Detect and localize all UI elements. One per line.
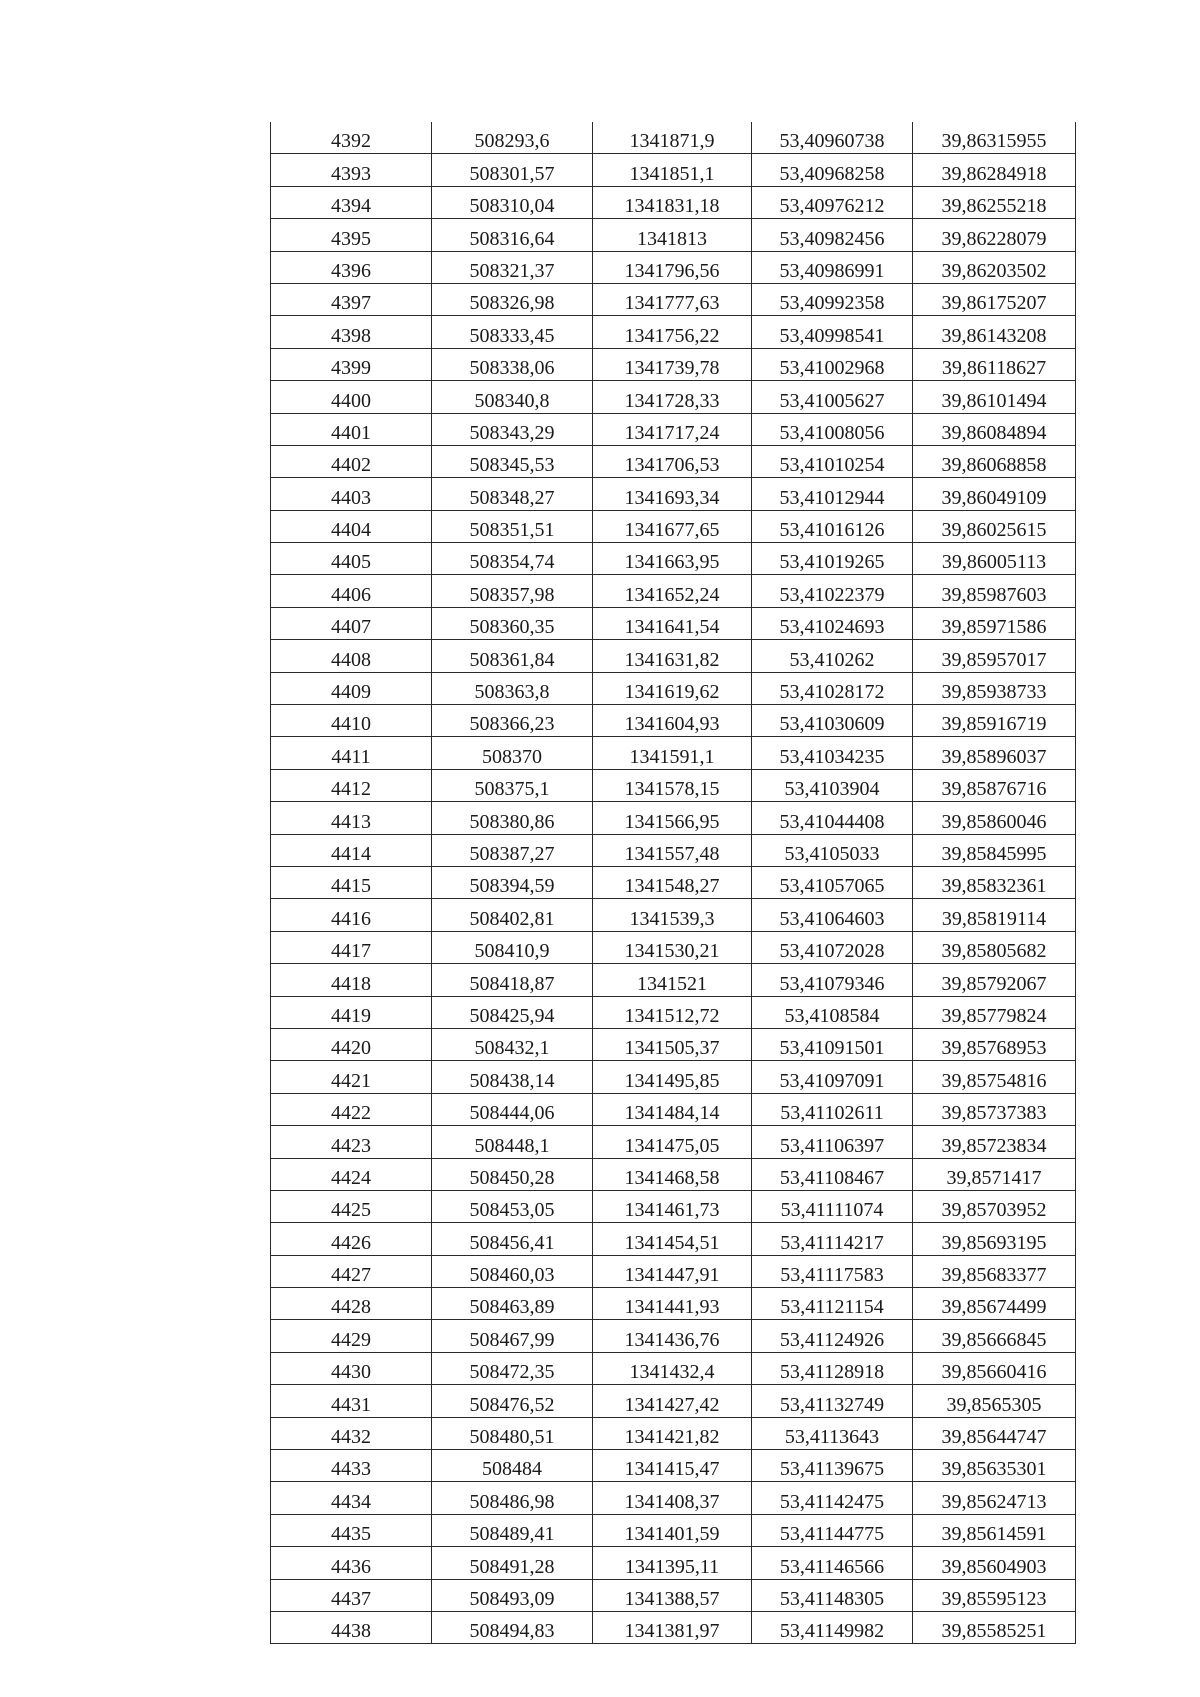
- y-coordinate-cell: 1341521: [593, 964, 752, 996]
- point-number-cell: 4408: [271, 640, 432, 672]
- table-row: [271, 705, 1076, 737]
- table-row: [271, 348, 1076, 380]
- point-number-cell: 4432: [271, 1417, 432, 1449]
- table-row: [271, 445, 1076, 477]
- x-coordinate-cell: 508418,87: [432, 964, 593, 996]
- y-coordinate-cell: 1341663,95: [593, 543, 752, 575]
- point-number-cell: 4398: [271, 316, 432, 348]
- point-number-cell: 4421: [271, 1061, 432, 1093]
- latitude-cell: 53,41148305: [752, 1579, 913, 1611]
- point-number-cell: 4430: [271, 1352, 432, 1384]
- y-coordinate-cell: 1341693,34: [593, 478, 752, 510]
- table-row: [271, 1611, 1076, 1643]
- x-coordinate-cell: 508351,51: [432, 510, 593, 542]
- y-coordinate-cell: 1341447,91: [593, 1255, 752, 1287]
- y-coordinate-cell: 1341641,54: [593, 607, 752, 639]
- table-row: [271, 1223, 1076, 1255]
- y-coordinate-cell: 1341512,72: [593, 996, 752, 1028]
- x-coordinate-cell: 508345,53: [432, 445, 593, 477]
- table-row: [271, 316, 1076, 348]
- y-coordinate-cell: 1341851,1: [593, 154, 752, 186]
- y-coordinate-cell: 1341468,58: [593, 1158, 752, 1190]
- point-number-cell: 4434: [271, 1482, 432, 1514]
- longitude-cell: 39,86315955: [913, 122, 1076, 154]
- point-number-cell: 4393: [271, 154, 432, 186]
- point-number-cell: 4399: [271, 348, 432, 380]
- longitude-cell: 39,85604903: [913, 1547, 1076, 1579]
- y-coordinate-cell: 1341591,1: [593, 737, 752, 769]
- table-row: [271, 219, 1076, 251]
- table-row: [271, 1255, 1076, 1287]
- table-row: [271, 1514, 1076, 1546]
- point-number-cell: 4438: [271, 1611, 432, 1643]
- table-row: [271, 1061, 1076, 1093]
- x-coordinate-cell: 508348,27: [432, 478, 593, 510]
- latitude-cell: 53,41019265: [752, 543, 913, 575]
- latitude-cell: 53,41121154: [752, 1288, 913, 1320]
- latitude-cell: 53,40986991: [752, 251, 913, 283]
- longitude-cell: 39,85768953: [913, 1028, 1076, 1060]
- longitude-cell: 39,85644747: [913, 1417, 1076, 1449]
- latitude-cell: 53,41108467: [752, 1158, 913, 1190]
- x-coordinate-cell: 508448,1: [432, 1126, 593, 1158]
- table-row: [271, 543, 1076, 575]
- y-coordinate-cell: 1341421,82: [593, 1417, 752, 1449]
- y-coordinate-cell: 1341461,73: [593, 1190, 752, 1222]
- point-number-cell: 4431: [271, 1385, 432, 1417]
- x-coordinate-cell: 508338,06: [432, 348, 593, 380]
- table-row: [271, 1579, 1076, 1611]
- latitude-cell: 53,40976212: [752, 186, 913, 218]
- x-coordinate-cell: 508425,94: [432, 996, 593, 1028]
- latitude-cell: 53,41132749: [752, 1385, 913, 1417]
- point-number-cell: 4422: [271, 1093, 432, 1125]
- x-coordinate-cell: 508343,29: [432, 413, 593, 445]
- y-coordinate-cell: 1341475,05: [593, 1126, 752, 1158]
- x-coordinate-cell: 508321,37: [432, 251, 593, 283]
- longitude-cell: 39,85860046: [913, 802, 1076, 834]
- latitude-cell: 53,41024693: [752, 607, 913, 639]
- y-coordinate-cell: 1341652,24: [593, 575, 752, 607]
- x-coordinate-cell: 508453,05: [432, 1190, 593, 1222]
- latitude-cell: 53,41142475: [752, 1482, 913, 1514]
- point-number-cell: 4416: [271, 899, 432, 931]
- x-coordinate-cell: 508402,81: [432, 899, 593, 931]
- table-row: [271, 381, 1076, 413]
- longitude-cell: 39,86284918: [913, 154, 1076, 186]
- longitude-cell: 39,85832361: [913, 866, 1076, 898]
- latitude-cell: 53,41128918: [752, 1352, 913, 1384]
- point-number-cell: 4429: [271, 1320, 432, 1352]
- x-coordinate-cell: 508387,27: [432, 834, 593, 866]
- point-number-cell: 4395: [271, 219, 432, 251]
- table-row: [271, 1158, 1076, 1190]
- latitude-cell: 53,4108584: [752, 996, 913, 1028]
- point-number-cell: 4415: [271, 866, 432, 898]
- x-coordinate-cell: 508361,84: [432, 640, 593, 672]
- y-coordinate-cell: 1341441,93: [593, 1288, 752, 1320]
- latitude-cell: 53,41124926: [752, 1320, 913, 1352]
- point-number-cell: 4413: [271, 802, 432, 834]
- table-row: [271, 640, 1076, 672]
- longitude-cell: 39,85792067: [913, 964, 1076, 996]
- latitude-cell: 53,41030609: [752, 705, 913, 737]
- x-coordinate-cell: 508484: [432, 1450, 593, 1482]
- coordinates-table-body: [271, 122, 1076, 1644]
- longitude-cell: 39,86049109: [913, 478, 1076, 510]
- table-row: [271, 899, 1076, 931]
- y-coordinate-cell: 1341408,37: [593, 1482, 752, 1514]
- y-coordinate-cell: 1341604,93: [593, 705, 752, 737]
- table-row: [271, 575, 1076, 607]
- latitude-cell: 53,40998541: [752, 316, 913, 348]
- longitude-cell: 39,85660416: [913, 1352, 1076, 1384]
- point-number-cell: 4418: [271, 964, 432, 996]
- table-row: [271, 834, 1076, 866]
- longitude-cell: 39,85805682: [913, 931, 1076, 963]
- table-row: [271, 1417, 1076, 1449]
- longitude-cell: 39,85754816: [913, 1061, 1076, 1093]
- y-coordinate-cell: 1341756,22: [593, 316, 752, 348]
- longitude-cell: 39,86084894: [913, 413, 1076, 445]
- latitude-cell: 53,41149982: [752, 1611, 913, 1643]
- table-row: [271, 154, 1076, 186]
- table-row: [271, 251, 1076, 283]
- table-row: [271, 1385, 1076, 1417]
- y-coordinate-cell: 1341871,9: [593, 122, 752, 154]
- longitude-cell: 39,85957017: [913, 640, 1076, 672]
- table-row: [271, 1450, 1076, 1482]
- table-row: [271, 769, 1076, 801]
- table-row: [271, 510, 1076, 542]
- longitude-cell: 39,85896037: [913, 737, 1076, 769]
- longitude-cell: 39,85916719: [913, 705, 1076, 737]
- longitude-cell: 39,86255218: [913, 186, 1076, 218]
- y-coordinate-cell: 1341415,47: [593, 1450, 752, 1482]
- x-coordinate-cell: 508467,99: [432, 1320, 593, 1352]
- x-coordinate-cell: 508326,98: [432, 283, 593, 315]
- x-coordinate-cell: 508480,51: [432, 1417, 593, 1449]
- y-coordinate-cell: 1341566,95: [593, 802, 752, 834]
- x-coordinate-cell: 508460,03: [432, 1255, 593, 1287]
- point-number-cell: 4403: [271, 478, 432, 510]
- x-coordinate-cell: 508370: [432, 737, 593, 769]
- y-coordinate-cell: 1341548,27: [593, 866, 752, 898]
- table-row: [271, 186, 1076, 218]
- table-row: [271, 283, 1076, 315]
- latitude-cell: 53,41010254: [752, 445, 913, 477]
- x-coordinate-cell: 508363,8: [432, 672, 593, 704]
- x-coordinate-cell: 508310,04: [432, 186, 593, 218]
- point-number-cell: 4435: [271, 1514, 432, 1546]
- point-number-cell: 4404: [271, 510, 432, 542]
- latitude-cell: 53,41034235: [752, 737, 913, 769]
- longitude-cell: 39,85693195: [913, 1223, 1076, 1255]
- longitude-cell: 39,85779824: [913, 996, 1076, 1028]
- latitude-cell: 53,41008056: [752, 413, 913, 445]
- x-coordinate-cell: 508472,35: [432, 1352, 593, 1384]
- longitude-cell: 39,8571417: [913, 1158, 1076, 1190]
- latitude-cell: 53,4113643: [752, 1417, 913, 1449]
- longitude-cell: 39,86228079: [913, 219, 1076, 251]
- latitude-cell: 53,41114217: [752, 1223, 913, 1255]
- latitude-cell: 53,4103904: [752, 769, 913, 801]
- y-coordinate-cell: 1341557,48: [593, 834, 752, 866]
- longitude-cell: 39,85595123: [913, 1579, 1076, 1611]
- y-coordinate-cell: 1341436,76: [593, 1320, 752, 1352]
- point-number-cell: 4412: [271, 769, 432, 801]
- x-coordinate-cell: 508333,45: [432, 316, 593, 348]
- latitude-cell: 53,41079346: [752, 964, 913, 996]
- point-number-cell: 4428: [271, 1288, 432, 1320]
- x-coordinate-cell: 508489,41: [432, 1514, 593, 1546]
- y-coordinate-cell: 1341381,97: [593, 1611, 752, 1643]
- latitude-cell: 53,41002968: [752, 348, 913, 380]
- y-coordinate-cell: 1341454,51: [593, 1223, 752, 1255]
- longitude-cell: 39,8565305: [913, 1385, 1076, 1417]
- x-coordinate-cell: 508375,1: [432, 769, 593, 801]
- longitude-cell: 39,85938733: [913, 672, 1076, 704]
- table-row: [271, 1482, 1076, 1514]
- x-coordinate-cell: 508450,28: [432, 1158, 593, 1190]
- latitude-cell: 53,41012944: [752, 478, 913, 510]
- x-coordinate-cell: 508486,98: [432, 1482, 593, 1514]
- longitude-cell: 39,86068858: [913, 445, 1076, 477]
- table-row: [271, 931, 1076, 963]
- y-coordinate-cell: 1341395,11: [593, 1547, 752, 1579]
- x-coordinate-cell: 508456,41: [432, 1223, 593, 1255]
- table-row: [271, 607, 1076, 639]
- y-coordinate-cell: 1341777,63: [593, 283, 752, 315]
- point-number-cell: 4406: [271, 575, 432, 607]
- x-coordinate-cell: 508301,57: [432, 154, 593, 186]
- point-number-cell: 4401: [271, 413, 432, 445]
- y-coordinate-cell: 1341505,37: [593, 1028, 752, 1060]
- longitude-cell: 39,86025615: [913, 510, 1076, 542]
- y-coordinate-cell: 1341831,18: [593, 186, 752, 218]
- latitude-cell: 53,40992358: [752, 283, 913, 315]
- table-row: [271, 1190, 1076, 1222]
- point-number-cell: 4397: [271, 283, 432, 315]
- longitude-cell: 39,85723834: [913, 1126, 1076, 1158]
- point-number-cell: 4392: [271, 122, 432, 154]
- point-number-cell: 4426: [271, 1223, 432, 1255]
- table-row: [271, 1028, 1076, 1060]
- table-row: [271, 478, 1076, 510]
- y-coordinate-cell: 1341631,82: [593, 640, 752, 672]
- longitude-cell: 39,85683377: [913, 1255, 1076, 1287]
- latitude-cell: 53,41106397: [752, 1126, 913, 1158]
- y-coordinate-cell: 1341388,57: [593, 1579, 752, 1611]
- x-coordinate-cell: 508432,1: [432, 1028, 593, 1060]
- table-row: [271, 866, 1076, 898]
- y-coordinate-cell: 1341619,62: [593, 672, 752, 704]
- longitude-cell: 39,85819114: [913, 899, 1076, 931]
- point-number-cell: 4394: [271, 186, 432, 218]
- point-number-cell: 4419: [271, 996, 432, 1028]
- x-coordinate-cell: 508494,83: [432, 1611, 593, 1643]
- latitude-cell: 53,4105033: [752, 834, 913, 866]
- x-coordinate-cell: 508360,35: [432, 607, 593, 639]
- x-coordinate-cell: 508463,89: [432, 1288, 593, 1320]
- y-coordinate-cell: 1341578,15: [593, 769, 752, 801]
- y-coordinate-cell: 1341484,14: [593, 1093, 752, 1125]
- x-coordinate-cell: 508340,8: [432, 381, 593, 413]
- table-row: [271, 1288, 1076, 1320]
- longitude-cell: 39,85635301: [913, 1450, 1076, 1482]
- y-coordinate-cell: 1341401,59: [593, 1514, 752, 1546]
- point-number-cell: 4396: [271, 251, 432, 283]
- table-row: [271, 672, 1076, 704]
- y-coordinate-cell: 1341539,3: [593, 899, 752, 931]
- point-number-cell: 4425: [271, 1190, 432, 1222]
- longitude-cell: 39,86203502: [913, 251, 1076, 283]
- point-number-cell: 4410: [271, 705, 432, 737]
- longitude-cell: 39,85971586: [913, 607, 1076, 639]
- latitude-cell: 53,41091501: [752, 1028, 913, 1060]
- y-coordinate-cell: 1341813: [593, 219, 752, 251]
- latitude-cell: 53,410262: [752, 640, 913, 672]
- latitude-cell: 53,41102611: [752, 1093, 913, 1125]
- x-coordinate-cell: 508293,6: [432, 122, 593, 154]
- longitude-cell: 39,85674499: [913, 1288, 1076, 1320]
- y-coordinate-cell: 1341530,21: [593, 931, 752, 963]
- point-number-cell: 4420: [271, 1028, 432, 1060]
- x-coordinate-cell: 508316,64: [432, 219, 593, 251]
- latitude-cell: 53,41139675: [752, 1450, 913, 1482]
- table-row: [271, 737, 1076, 769]
- longitude-cell: 39,86101494: [913, 381, 1076, 413]
- point-number-cell: 4407: [271, 607, 432, 639]
- y-coordinate-cell: 1341796,56: [593, 251, 752, 283]
- point-number-cell: 4405: [271, 543, 432, 575]
- point-number-cell: 4436: [271, 1547, 432, 1579]
- latitude-cell: 53,41057065: [752, 866, 913, 898]
- table-row: [271, 1093, 1076, 1125]
- y-coordinate-cell: 1341739,78: [593, 348, 752, 380]
- x-coordinate-cell: 508493,09: [432, 1579, 593, 1611]
- point-number-cell: 4437: [271, 1579, 432, 1611]
- point-number-cell: 4411: [271, 737, 432, 769]
- x-coordinate-cell: 508476,52: [432, 1385, 593, 1417]
- longitude-cell: 39,85585251: [913, 1611, 1076, 1643]
- latitude-cell: 53,41144775: [752, 1514, 913, 1546]
- latitude-cell: 53,41064603: [752, 899, 913, 931]
- y-coordinate-cell: 1341728,33: [593, 381, 752, 413]
- table-row: [271, 1320, 1076, 1352]
- longitude-cell: 39,85876716: [913, 769, 1076, 801]
- latitude-cell: 53,41022379: [752, 575, 913, 607]
- table-row: [271, 413, 1076, 445]
- longitude-cell: 39,85737383: [913, 1093, 1076, 1125]
- latitude-cell: 53,41005627: [752, 381, 913, 413]
- table-row: [271, 802, 1076, 834]
- point-number-cell: 4400: [271, 381, 432, 413]
- table-row: [271, 1126, 1076, 1158]
- y-coordinate-cell: 1341706,53: [593, 445, 752, 477]
- point-number-cell: 4423: [271, 1126, 432, 1158]
- y-coordinate-cell: 1341432,4: [593, 1352, 752, 1384]
- x-coordinate-cell: 508410,9: [432, 931, 593, 963]
- table-row: [271, 1352, 1076, 1384]
- latitude-cell: 53,41146566: [752, 1547, 913, 1579]
- point-number-cell: 4417: [271, 931, 432, 963]
- longitude-cell: 39,85845995: [913, 834, 1076, 866]
- latitude-cell: 53,41111074: [752, 1190, 913, 1222]
- latitude-cell: 53,41044408: [752, 802, 913, 834]
- y-coordinate-cell: 1341677,65: [593, 510, 752, 542]
- point-number-cell: 4409: [271, 672, 432, 704]
- x-coordinate-cell: 508394,59: [432, 866, 593, 898]
- longitude-cell: 39,85703952: [913, 1190, 1076, 1222]
- latitude-cell: 53,40982456: [752, 219, 913, 251]
- latitude-cell: 53,41072028: [752, 931, 913, 963]
- longitude-cell: 39,86143208: [913, 316, 1076, 348]
- longitude-cell: 39,86118627: [913, 348, 1076, 380]
- table-row: [271, 1547, 1076, 1579]
- latitude-cell: 53,41028172: [752, 672, 913, 704]
- point-number-cell: 4427: [271, 1255, 432, 1287]
- x-coordinate-cell: 508357,98: [432, 575, 593, 607]
- latitude-cell: 53,41117583: [752, 1255, 913, 1287]
- point-number-cell: 4433: [271, 1450, 432, 1482]
- longitude-cell: 39,86175207: [913, 283, 1076, 315]
- x-coordinate-cell: 508354,74: [432, 543, 593, 575]
- latitude-cell: 53,40968258: [752, 154, 913, 186]
- latitude-cell: 53,40960738: [752, 122, 913, 154]
- longitude-cell: 39,85624713: [913, 1482, 1076, 1514]
- longitude-cell: 39,85987603: [913, 575, 1076, 607]
- latitude-cell: 53,41016126: [752, 510, 913, 542]
- table-row: [271, 122, 1076, 154]
- longitude-cell: 39,85666845: [913, 1320, 1076, 1352]
- x-coordinate-cell: 508366,23: [432, 705, 593, 737]
- point-number-cell: 4424: [271, 1158, 432, 1190]
- coordinates-table: [270, 122, 1076, 1644]
- x-coordinate-cell: 508491,28: [432, 1547, 593, 1579]
- y-coordinate-cell: 1341427,42: [593, 1385, 752, 1417]
- x-coordinate-cell: 508444,06: [432, 1093, 593, 1125]
- y-coordinate-cell: 1341717,24: [593, 413, 752, 445]
- x-coordinate-cell: 508380,86: [432, 802, 593, 834]
- longitude-cell: 39,86005113: [913, 543, 1076, 575]
- table-row: [271, 996, 1076, 1028]
- table-row: [271, 964, 1076, 996]
- latitude-cell: 53,41097091: [752, 1061, 913, 1093]
- longitude-cell: 39,85614591: [913, 1514, 1076, 1546]
- x-coordinate-cell: 508438,14: [432, 1061, 593, 1093]
- y-coordinate-cell: 1341495,85: [593, 1061, 752, 1093]
- point-number-cell: 4414: [271, 834, 432, 866]
- point-number-cell: 4402: [271, 445, 432, 477]
